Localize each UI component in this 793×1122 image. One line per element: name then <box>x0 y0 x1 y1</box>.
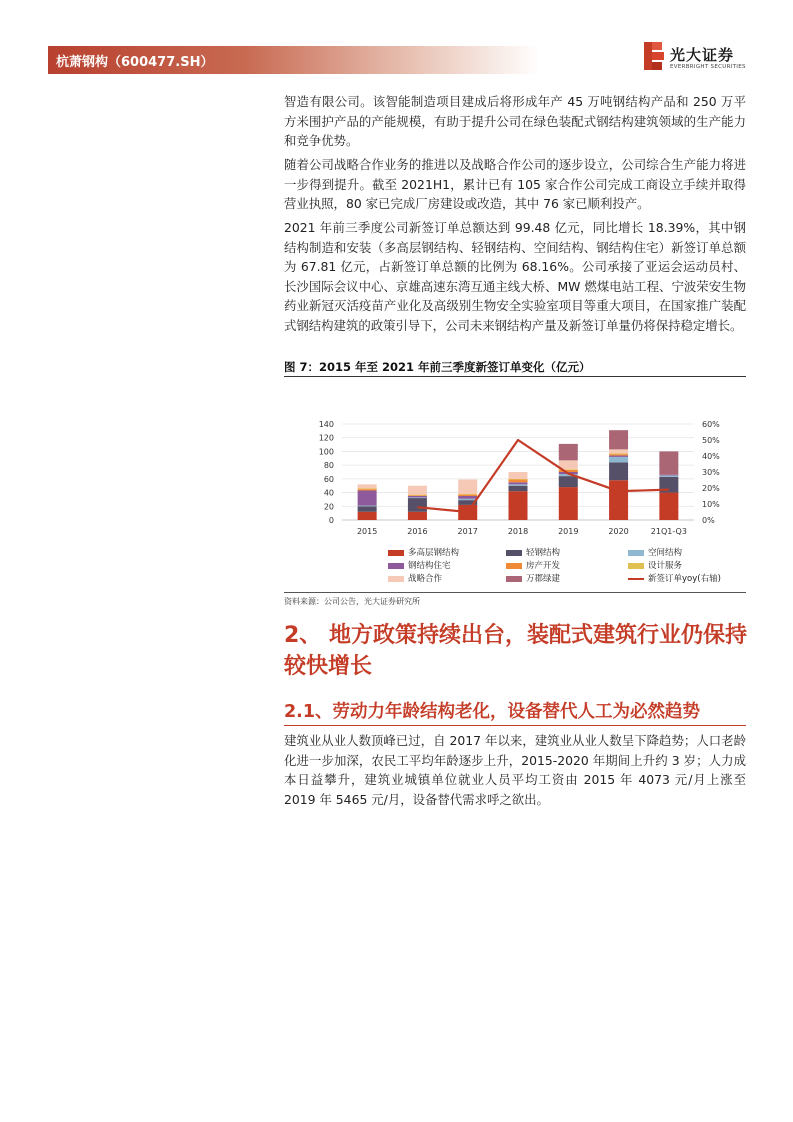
legend-item <box>506 572 560 584</box>
bar-segment <box>408 496 427 497</box>
y-left-tick-label: 0 <box>328 516 334 525</box>
x-tick-label: 2015 <box>356 527 378 536</box>
legend-label: 设计服务 <box>648 561 683 571</box>
bar-segment <box>408 486 427 495</box>
brand-logo <box>642 40 752 76</box>
bar-segment <box>358 484 377 488</box>
legend-label: 钢结构住宅 <box>408 561 451 571</box>
logo-text-en: EVERBRIGHT SECURITIES <box>670 64 746 70</box>
yoy-line <box>417 440 668 512</box>
bar-segment <box>559 487 578 520</box>
bar-segment <box>408 495 427 496</box>
bar-segment <box>509 472 528 479</box>
y-left-tick-label: 100 <box>318 447 334 457</box>
x-tick-label: 2018 <box>507 527 529 536</box>
figure-bottom-rule <box>284 592 746 593</box>
y-right-tick-label: 60% <box>702 420 720 429</box>
paragraph-2: 随着公司战略合作业务的推进以及战略合作公司的逐步设立，公司综合生产能力将进一步得到提升。截至 2021H1，累计已有 105 家合作公司完成工商设立手续并取得营业执照，80 家已完成厂房建设或改造，其中 76 家已顺利投产。 <box>284 157 746 212</box>
bar-segment <box>408 512 427 520</box>
bar-segment <box>609 480 628 520</box>
paragraph-3: 2021 年前三季度公司新签订单总额达到 99.48 亿元，同比增长 18.39%，其中钢结构制造和安装（多高层钢结构、轻钢结构、空间结构、钢结构住宅）新签订单总额为 67.81 亿元，占新签订单总额的比例为 68.16%。公司承接了亚运会运动员村、长沙国际会议中心、京雄高速东湾互通主线大桥、MW 燃煤电站工程、宁波荣安生物药业新冠灭活疫苗产业化及高级别生物安全实验室项目等重大项目，在国家推广装配式钢结构建筑的政策引导下，公司未来钢结构产量及新签订单量仍将保持稳定增长。 <box>284 220 746 333</box>
legend-label: 万郡绿建 <box>526 574 561 584</box>
subsection-rule <box>284 725 746 726</box>
bar-segment <box>509 484 528 485</box>
bar-segment <box>509 486 528 491</box>
bar-segment <box>408 495 427 496</box>
bar-segment <box>458 480 477 494</box>
legend-label: 轻钢结构 <box>526 548 561 558</box>
legend-item <box>388 559 451 571</box>
y-left-tick-label: 120 <box>318 433 334 443</box>
legend-swatch <box>506 563 522 569</box>
y-right-tick-label: 20% <box>702 484 720 493</box>
legend-label: 新签订单yoy(右轴) <box>648 574 721 584</box>
y-right-tick-label: 30% <box>702 468 720 477</box>
bar-segment <box>358 506 377 507</box>
subsection-heading: 2.1、劳动力年龄结构老化，设备替代人工为必然趋势 <box>284 702 700 722</box>
bar-segment <box>358 488 377 489</box>
bar-segment <box>358 489 377 490</box>
legend-item <box>388 546 459 558</box>
bar-segment <box>358 512 377 520</box>
y-left-tick-label: 20 <box>323 502 334 512</box>
legend-swatch <box>388 563 404 569</box>
logo-text-cn: 光大证券 <box>670 46 735 64</box>
bar-segment <box>458 494 477 495</box>
legend-item <box>628 546 682 558</box>
header-bar <box>48 46 540 74</box>
x-tick-label: 2019 <box>558 527 579 536</box>
legend-item <box>388 572 442 584</box>
bar-segment <box>609 453 628 454</box>
bar-segment <box>559 444 578 460</box>
bar-segment <box>358 491 377 506</box>
bar-segment <box>509 479 528 480</box>
bar-segment <box>458 496 477 499</box>
bar-segment <box>609 462 628 480</box>
bar-segment <box>509 480 528 483</box>
legend-swatch <box>388 550 404 556</box>
legend-swatch <box>506 576 522 582</box>
bar-segment <box>559 476 578 487</box>
y-left-tick-label: 80 <box>323 461 334 471</box>
paragraph-1: 智造有限公司。该智能制造项目建成后将形成年产 45 万吨钢结构产品和 250 万平方米围护产品的产能规模，有助于提升公司在绿色装配式钢结构建筑领域的生产能力和竞争优势。 <box>284 94 746 149</box>
bar-segment <box>509 491 528 520</box>
orders-chart <box>284 412 744 542</box>
bar-segment <box>659 451 678 474</box>
legend-swatch <box>628 550 644 556</box>
bar-segment <box>358 506 377 511</box>
legend-swatch <box>388 576 404 582</box>
figure-top-rule <box>284 376 746 377</box>
y-left-tick-label: 60 <box>323 474 334 484</box>
legend-label: 战略合作 <box>408 574 443 584</box>
y-left-tick-label: 140 <box>318 420 334 429</box>
legend-swatch <box>506 550 522 556</box>
bar-segment <box>609 454 628 455</box>
bar-segment <box>609 449 628 453</box>
bar-segment <box>609 457 628 462</box>
legend-swatch <box>628 578 644 580</box>
y-left-tick-label: 40 <box>323 488 334 498</box>
y-right-tick-label: 50% <box>702 436 720 445</box>
figure-title: 图 7：2015 年至 2021 年前三季度新签订单变化（亿元） <box>284 360 591 374</box>
bar-segment <box>408 497 427 498</box>
figure-source: 资料来源：公司公告，光大证券研究所 <box>284 597 420 606</box>
legend-item <box>628 572 721 584</box>
bar-segment <box>659 475 678 476</box>
legend-item <box>628 559 682 571</box>
legend-label: 多高层钢结构 <box>408 548 460 558</box>
bar-segment <box>609 430 628 449</box>
bar-segment <box>458 499 477 500</box>
paragraph-4: 建筑业从业人数顶峰已过，自 2017 年以来，建筑业从业人数呈下降趋势；人口老龄化进一步加深，农民工平均年龄逐步上升，2015-2020 年期间上升约 3 岁；人力成本日益攀升，建筑业城镇单位就业人员平均工资由 2015 年 4073 元/月上涨至 2019 年 5465 元/月，设备替代需求呼之欲出。 <box>284 733 746 807</box>
legend-item <box>506 546 560 558</box>
stock-label: 杭萧钢构（600477.SH） <box>56 55 214 70</box>
x-tick-label: 21Q1-Q3 <box>650 527 687 536</box>
y-right-tick-label: 0% <box>702 516 715 525</box>
bar-segment <box>659 493 678 520</box>
bar-segment <box>408 498 427 512</box>
legend-label: 空间结构 <box>648 548 683 558</box>
bar-segment <box>659 475 678 476</box>
everbright-logo-icon <box>642 40 666 72</box>
x-tick-label: 2020 <box>608 527 629 536</box>
y-right-tick-label: 40% <box>702 452 720 461</box>
x-tick-label: 2016 <box>407 527 428 536</box>
legend-item <box>506 559 560 571</box>
bar-segment <box>609 456 628 457</box>
bar-segment <box>458 495 477 496</box>
y-right-tick-label: 10% <box>702 500 720 509</box>
bar-segment <box>509 482 528 484</box>
x-tick-label: 2017 <box>457 527 478 536</box>
legend-swatch <box>628 563 644 569</box>
section-heading: 2、 地方政策持续出台，装配式建筑行业仍保持较快增长 <box>284 623 747 679</box>
legend-label: 房产开发 <box>526 561 561 571</box>
